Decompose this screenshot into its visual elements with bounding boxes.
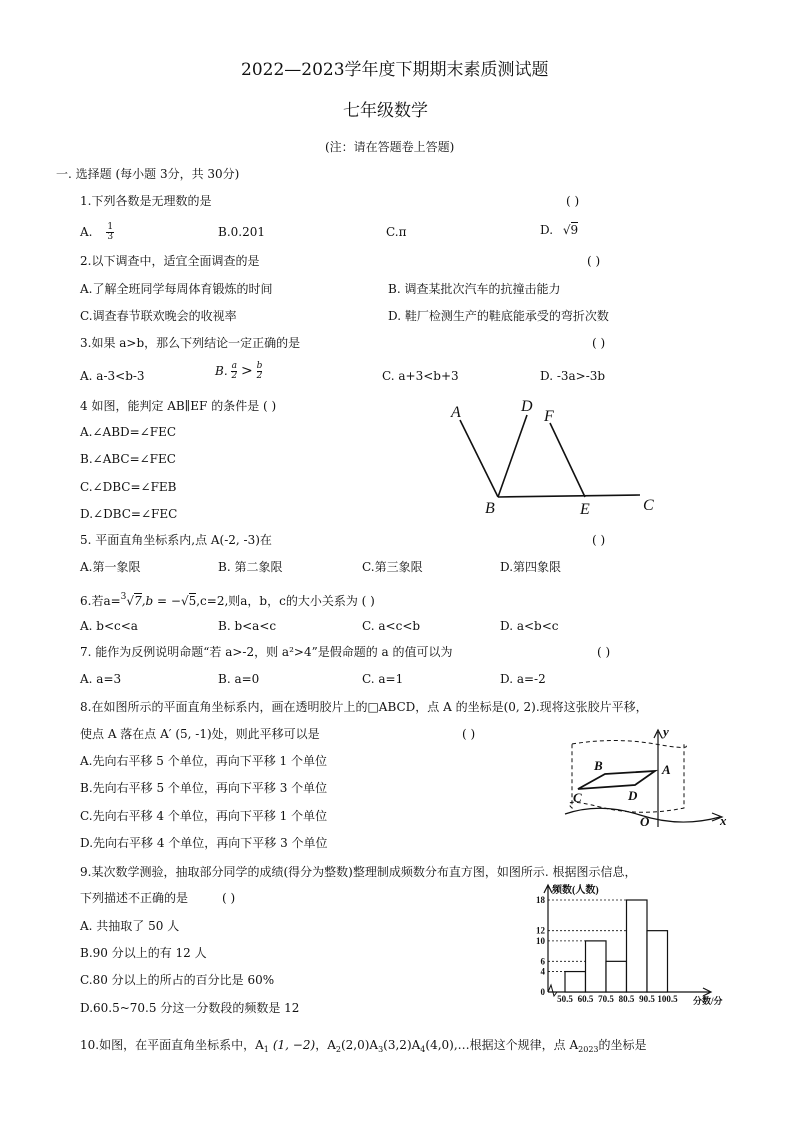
q3-option-a: A. a-3<b-3 <box>80 369 145 383</box>
q2-option-d: D. 鞋厂检测生产的鞋底能承受的弯折次数 <box>388 309 609 323</box>
histogram-bar <box>647 931 668 992</box>
histogram-y-tick: 6 <box>540 956 545 967</box>
q2-option-a: A.了解全班同学每周体育锻炼的时间 <box>80 282 273 296</box>
q8-label-c: C <box>573 790 582 805</box>
q7-option-a: A. a=3 <box>80 672 122 686</box>
q7-stem: 7. 能作为反例说明命题“若 a>-2，则 a²>4”是假命题的 a 的值可以为 <box>80 645 453 659</box>
histogram-bar <box>627 900 648 992</box>
histogram-bar <box>565 972 586 992</box>
q8-figure <box>560 722 735 832</box>
q8-label-y: y <box>663 724 669 739</box>
q8-stem-line1: 8.在如图所示的平面直角坐标系内，画在透明胶片上的□ABCD，点 A 的坐标是(0, 2).现将这张胶片平移， <box>80 700 648 714</box>
q6-option-d: D. a<b<c <box>500 619 559 633</box>
q9-option-c: C.80 分以上的所占的百分比是 60% <box>80 973 275 987</box>
q4-figure <box>440 395 670 520</box>
q8-label-x: x <box>720 813 727 828</box>
q9-ylabel: 频数(人数) <box>552 885 599 896</box>
q6-option-c: C. a<c<b <box>362 619 421 633</box>
q8-paren: ( ) <box>462 727 476 741</box>
q5-option-a: A.第一象限 <box>80 560 141 574</box>
q6-stem: 6.若a=$^3$√7,b = −√5,c=2,则a，b，c的大小关系为 ( ) <box>80 592 375 608</box>
q4-option-b: B.∠ABC=∠FEC <box>80 452 176 466</box>
q3-option-c: C. a+3<b+3 <box>382 369 459 383</box>
q3-option-d: D. -3a>-3b <box>540 369 606 383</box>
q9-option-d: D.60.5~70.5 分这一分数段的频数是 12 <box>80 1001 300 1015</box>
q6-option-b: B. b<a<c <box>218 619 277 633</box>
q4-label-f: F <box>544 408 554 425</box>
histogram-x-tick: 80.5 <box>618 994 635 1004</box>
q4-label-a: A <box>451 404 461 421</box>
q4-label-c: C <box>643 497 654 514</box>
section-heading: 一. 选择题 (每小题 3分，共 30分) <box>56 167 240 181</box>
answer-note: (注：请在答题卷上答题) <box>325 140 455 154</box>
q10-stem: 10.如图，在平面直角坐标系中，$A_1$ (1, −2)，$A_2(2,0)A_3(3,2)A_4(4,0),\dots$根据这个规律，点 $A_{2023}$的坐标是 <box>80 1038 647 1054</box>
page-title: 2022—2023学年度下期期末素质测试题 <box>241 60 549 80</box>
histogram-x-tick: 90.5 <box>639 994 655 1004</box>
q4-stem: 4 如图，能判定 AB∥EF 的条件是 ( ) <box>80 399 277 413</box>
q3-stem: 3.如果 a>b，那么下列结论一定正确的是 <box>80 336 301 350</box>
q1-paren: ( ) <box>566 194 580 208</box>
q5-option-c: C.第三象限 <box>362 560 423 574</box>
q4-label-d: D <box>521 398 533 415</box>
q2-stem: 2.以下调查中，适宜全面调查的是 <box>80 254 260 268</box>
q9-paren: ( ) <box>222 891 236 905</box>
q6-option-a: A. b<c<a <box>80 619 138 633</box>
q5-option-b: B. 第二象限 <box>218 560 283 574</box>
q2-option-c: C.调查春节联欢晚会的收视率 <box>80 309 237 323</box>
q7-paren: ( ) <box>597 645 611 659</box>
q4-label-e: E <box>580 501 590 518</box>
q8-label-b: B <box>594 758 603 773</box>
q4-label-b: B <box>485 500 495 517</box>
q9-stem-line2: 下列描述不正确的是 <box>80 891 189 905</box>
q9-xlabel: 分数/分 <box>693 996 723 1006</box>
histogram-y-tick: 4 <box>540 966 545 977</box>
q4-option-a: A.∠ABD=∠FEC <box>80 425 177 439</box>
q1-option-b: B.0.201 <box>218 225 265 239</box>
histogram-x-tick: 70.5 <box>598 994 614 1004</box>
q1-option-c: C.π <box>386 225 407 239</box>
histogram-bar <box>586 941 607 992</box>
q9-option-b: B.90 分以上的有 12 人 <box>80 946 207 960</box>
q8-option-c: C.先向右平移 4 个单位，再向下平移 1 个单位 <box>80 809 328 823</box>
q1-option-d: D. √9 <box>540 223 579 237</box>
q5-stem: 5. 平面直角坐标系内,点 A(-2, -3)在 <box>80 533 272 547</box>
q4-option-c: C.∠DBC=∠FEB <box>80 480 177 494</box>
q8-option-d: D.先向右平移 4 个单位，再向下平移 3 个单位 <box>80 836 328 850</box>
histogram-y-tick: 18 <box>536 895 545 905</box>
q8-stem-line2: 使点 A 落在点 A′ (5, -1)处，则此平移可以是 <box>80 727 320 741</box>
q1-option-a: A. $\frac{1}{3}$ <box>80 222 114 242</box>
histogram-bar <box>606 961 627 992</box>
q8-label-a: A <box>662 762 671 777</box>
q3-option-b: B. $\frac{a}{2}$ > $\frac{b}{2}$ <box>215 361 263 381</box>
q1-stem: 1.下列各数是无理数的是 <box>80 194 212 208</box>
q2-paren: ( ) <box>587 254 601 268</box>
q8-label-d: D <box>628 788 638 803</box>
q5-paren: ( ) <box>592 533 606 547</box>
q9-histogram <box>510 880 735 1008</box>
histogram-x-tick: 50.5 <box>557 994 573 1004</box>
q7-option-b: B. a=0 <box>218 672 260 686</box>
q8-label-o: O <box>640 814 650 829</box>
q7-option-d: D. a=-2 <box>500 672 546 686</box>
histogram-y-tick: 12 <box>536 925 545 936</box>
q2-option-b: B. 调查某批次汽车的抗撞击能力 <box>388 282 561 296</box>
page-subtitle: 七年级数学 <box>343 101 428 121</box>
histogram-y-tick: 0 <box>540 987 545 997</box>
q5-option-d: D.第四象限 <box>500 560 562 574</box>
q7-option-c: C. a=1 <box>362 672 404 686</box>
q9-option-a: A. 共抽取了 50 人 <box>80 919 180 933</box>
histogram-x-tick: 100.5 <box>657 994 678 1004</box>
q8-option-b: B.先向右平移 5 个单位，再向下平移 3 个单位 <box>80 781 328 795</box>
q9-stem-line1: 9.某次数学测验，抽取部分同学的成绩(得分为整数)整理制成频数分布直方图，如图所示. 根据图示信息， <box>80 865 637 879</box>
histogram-y-tick: 10 <box>536 935 545 946</box>
q8-option-a: A.先向右平移 5 个单位，再向下平移 1 个单位 <box>80 754 328 768</box>
q4-option-d: D.∠DBC=∠FEC <box>80 507 178 521</box>
q3-paren: ( ) <box>592 336 606 350</box>
histogram-x-tick: 60.5 <box>577 994 594 1004</box>
